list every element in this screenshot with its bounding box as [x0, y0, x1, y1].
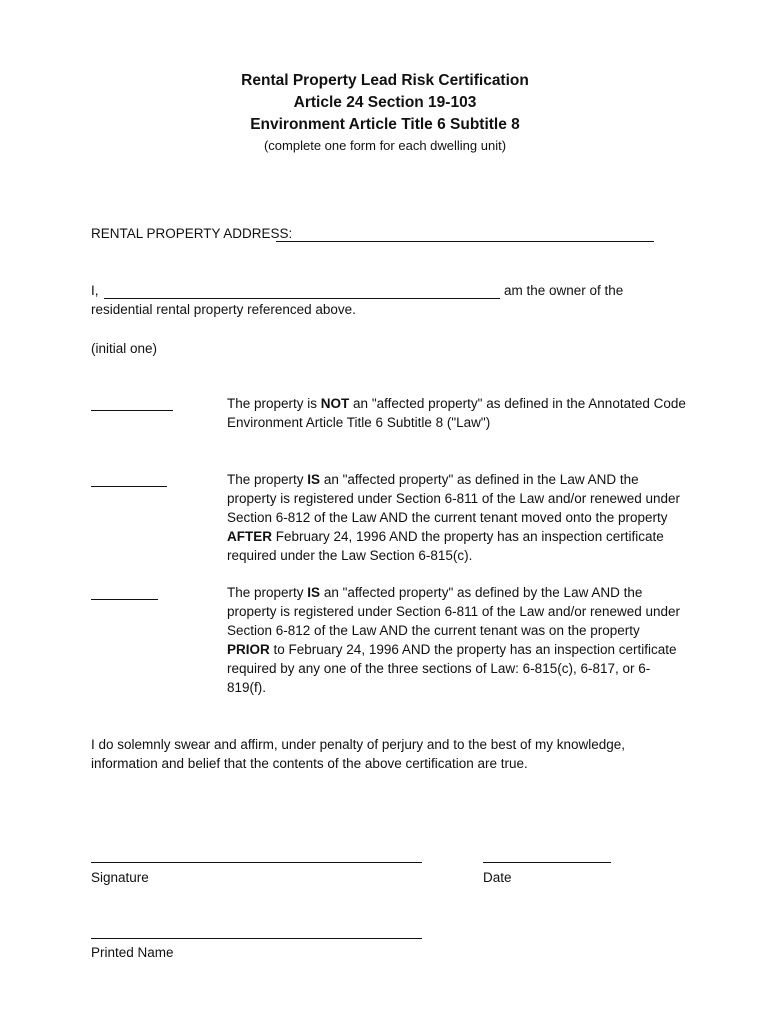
printed-name-label: Printed Name: [91, 945, 174, 960]
printed-name-field[interactable]: [91, 938, 422, 939]
option-after-1996-text: [227, 470, 682, 565]
owner-statement-suffix: am the owner of the: [504, 283, 624, 298]
date-label: Date: [483, 870, 512, 885]
option-prior-1996-date-emphasis: PRIOR: [227, 642, 270, 657]
form-environment-reference: Environment Article Title 6 Subtitle 8: [250, 116, 520, 133]
form-instruction-note: (complete one form for each dwelling unit): [263, 138, 507, 153]
date-field[interactable]: [483, 862, 611, 863]
form-article-reference: Article 24 Section 19-103: [293, 94, 477, 111]
option-not-affected-initial-field[interactable]: [91, 410, 173, 411]
option-prior-1996-initial-field[interactable]: [91, 599, 158, 600]
option-after-1996-initial-field[interactable]: [91, 486, 167, 487]
address-label: RENTAL PROPERTY ADDRESS:: [91, 226, 293, 241]
option-prior-1996-text: [227, 583, 682, 697]
owner-statement-line2: residential rental property referenced above.: [91, 302, 356, 317]
form-title-block: [0, 70, 770, 155]
option-prior-1996-text-part: The property: [227, 585, 308, 600]
owner-statement-prefix: I,: [91, 283, 99, 298]
option-after-1996-text-part: February 24, 1996 AND the property has an inspection certificate required under the Law Section 6-815(c).: [227, 529, 664, 563]
address-field[interactable]: [276, 241, 654, 242]
option-not-affected-text-part: The property is: [227, 396, 321, 411]
option-not-affected-text: [227, 394, 687, 432]
option-after-1996-date-emphasis: AFTER: [227, 529, 272, 544]
owner-name-field[interactable]: [104, 298, 500, 299]
option-prior-1996-text-part: to February 24, 1996 AND the property has an inspection certificate required by any one of the three sections of Law: 6-815(c), 6-817, or 6-819(f).: [227, 642, 677, 695]
option-not-affected-text-part: an "affected property" as defined in the Annotated Code Environment Article Title 6 Subtitle 8 ("Law"): [227, 396, 686, 430]
option-after-1996-text-part: The property: [227, 472, 308, 487]
affirmation-statement: I do solemnly swear and affirm, under penalty of perjury and to the best of my knowledge, information and belief that the contents of the above certification are true.: [91, 737, 626, 771]
form-title: Rental Property Lead Risk Certification: [241, 72, 529, 89]
signature-label: Signature: [91, 870, 149, 885]
option-prior-1996-text-part: an "affected property" as defined by the Law AND the property is registered under Section 6-811 of the Law and/or renewed under Section 6-812 of the Law AND the current tenant was on the property: [227, 585, 681, 638]
signature-field[interactable]: [91, 862, 422, 863]
initial-instruction: (initial one): [91, 341, 158, 356]
option-not-affected-emphasis: NOT: [320, 396, 350, 411]
option-after-1996-emphasis: IS: [307, 472, 321, 487]
option-prior-1996-emphasis: IS: [307, 585, 321, 600]
option-after-1996-text-part: an "affected property" as defined in the Law AND the property is registered under Section 6-811 of the Law and/or renewed under Section 6-812 of the Law AND the current tenant moved onto the property: [227, 472, 681, 525]
